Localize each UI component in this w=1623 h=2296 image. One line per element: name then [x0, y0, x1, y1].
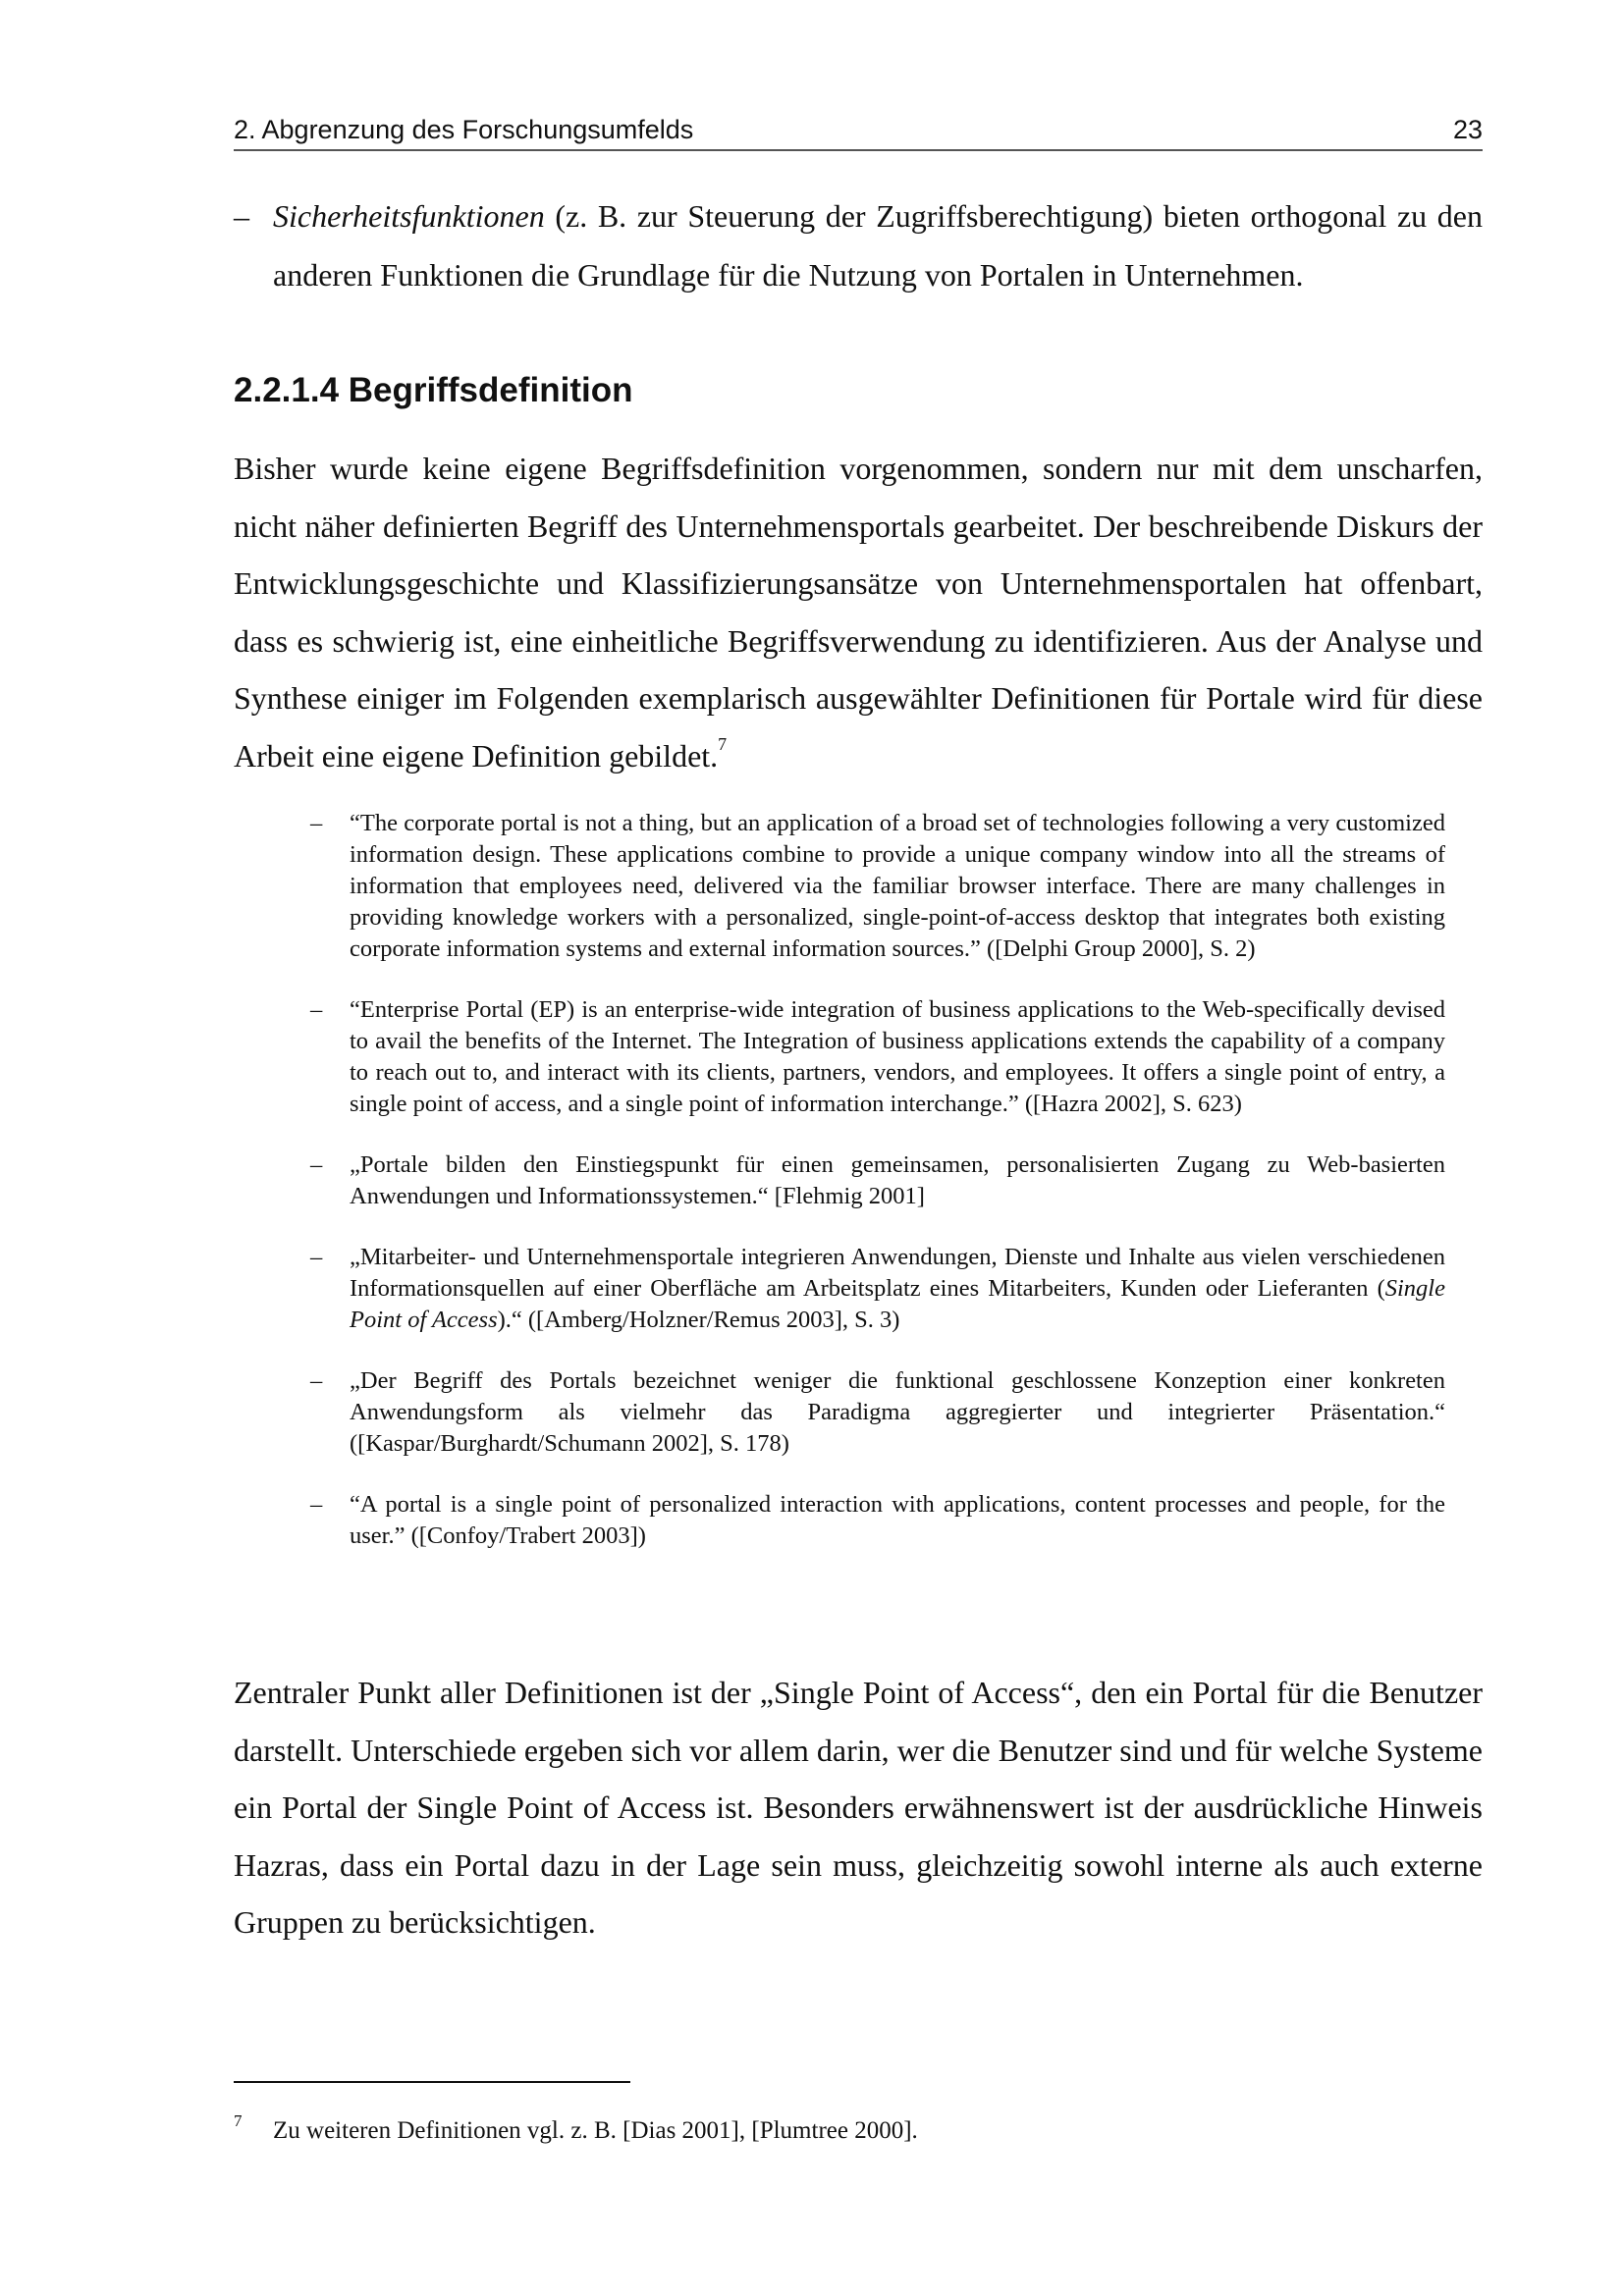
- footnote-separator: [234, 2081, 630, 2083]
- quote-text: „Portale bilden den Einstiegspunkt für einen gemeinsamen, personalisierten Zugang zu Web-basierten Anwendungen und Informationssystemen.“ [Flehmig 2001]: [350, 1151, 1445, 1209]
- conclusion-paragraph: Zentraler Punkt aller Definitionen ist der „Single Point of Access“, den ein Portal für die Benutzer darstellt. Unterschiede ergeben sich vor allem darin, wer die Benutzer sind und für welche Systeme ein Portal der Single Point of Access ist. Besonders erwähnenswert ist der ausdrückliche Hinweis Hazras, dass ein Portal dazu in der Lage sein muss, gleichzeitig sowohl interne als auch externe Gruppen zu berücksichtigen.: [234, 1675, 1483, 1940]
- quote-italic-term: Single Point of Access: [350, 1275, 1445, 1333]
- quote-item: [310, 1489, 1445, 1552]
- quote-item: [310, 1242, 1445, 1336]
- document-page: [234, 0, 1483, 2296]
- quote-text: “The corporate portal is not a thing, but an application of a broad set of technologies following a very customized information design. These applications combine to provide a unique company window into all the streams of information that employees need, delivered via the familiar browser interface. There are many challenges in providing knowledge workers with a personalized, single-point-of-access desktop that integrates both existing corporate information systems and external information sources.” ([Delphi Group 2000], S. 2): [350, 810, 1445, 962]
- quote-dash: –: [310, 1151, 323, 1178]
- footnote-number: 7: [234, 2111, 243, 2130]
- intro-paragraph-text: Bisher wurde keine eigene Begriffsdefinition vorgenommen, sondern nur mit dem unscharfen, nicht näher definierten Begriff des Unternehmensportals gearbeitet. Der beschreibende Diskurs der Entwicklungsgeschichte und Klassifizierungsansätze von Unternehmensportalen hat offenbart, dass es schwierig ist, eine einheitliche Begriffsverwendung zu identifizieren. Aus der Analyse und Synthese einiger im Folgenden exemplarisch ausgewählter Definitionen für Portale wird für diese Arbeit eine eigene Definition gebildet.: [234, 451, 1483, 774]
- quote-text: „Mitarbeiter- und Unternehmensportale integrieren Anwendungen, Dienste und Inhalte aus vielen verschiedenen Informationsquellen auf einer Oberfläche am Arbeitsplatz eines Mitarbeiters, Kunden oder Lieferanten (: [350, 1244, 1445, 1302]
- bullet-rest: (z. B. zur Steuerung der Zugriffsberechtigung) bieten orthogonal zu den anderen Funktionen die Grundlage für die Nutzung von Portalen in Unternehmen.: [273, 198, 1483, 293]
- quote-item: [310, 994, 1445, 1120]
- quote-text: „Der Begriff des Portals bezeichnet weniger die funktional geschlossene Konzeption einer konkreten Anwendungsform als vielmehr das Paradigma aggregierter und integrierter Präsentation.“ ([Kaspar/Burghardt/Schumann 2002], S. 178): [350, 1367, 1445, 1457]
- bullet-term: Sicherheitsfunktionen: [273, 198, 545, 234]
- footnote-reference: 7: [718, 733, 728, 754]
- running-header: [234, 110, 1483, 151]
- quote-text: “Enterprise Portal (EP) is an enterprise-wide integration of business applications to the Web-specifically devised to avail the benefits of the Internet. The Integration of business applications extends the capability of a company to reach out to, and interact with its clients, partners, vendors, and employees. It offers a single point of entry, a single point of access, and a single point of information interchange.” ([Hazra 2002], S. 623): [350, 996, 1445, 1117]
- header-chapter-title: 2. Abgrenzung des Forschungsumfelds: [234, 115, 694, 144]
- intro-paragraph: [234, 440, 1483, 784]
- footnote: [234, 2111, 1483, 2145]
- definition-quotes-list: [310, 808, 1445, 1581]
- quote-dash: –: [310, 810, 323, 836]
- quote-item: [310, 1365, 1445, 1460]
- section-heading: 2.2.1.4 Begriffsdefinition: [234, 371, 633, 409]
- security-functions-bullet: [234, 187, 1483, 304]
- bullet-text: [273, 187, 1483, 304]
- quote-text: “A portal is a single point of personalized interaction with applications, content processes and people, for the user.” ([Confoy/Trabert 2003]): [350, 1491, 1445, 1549]
- quote-dash: –: [310, 1367, 323, 1394]
- quote-item: [310, 1149, 1445, 1212]
- quote-dash: –: [310, 996, 323, 1023]
- quote-dash: –: [310, 1491, 323, 1518]
- header-page-number: 23: [1452, 115, 1483, 144]
- quote-text-end: ).“ ([Amberg/Holzner/Remus 2003], S. 3): [497, 1307, 900, 1333]
- footnote-text: Zu weiteren Definitionen vgl. z. B. [Dias 2001], [Plumtree 2000].: [273, 2117, 918, 2144]
- quote-dash: –: [310, 1244, 323, 1270]
- bullet-dash: –: [234, 198, 249, 234]
- quote-item: [310, 808, 1445, 965]
